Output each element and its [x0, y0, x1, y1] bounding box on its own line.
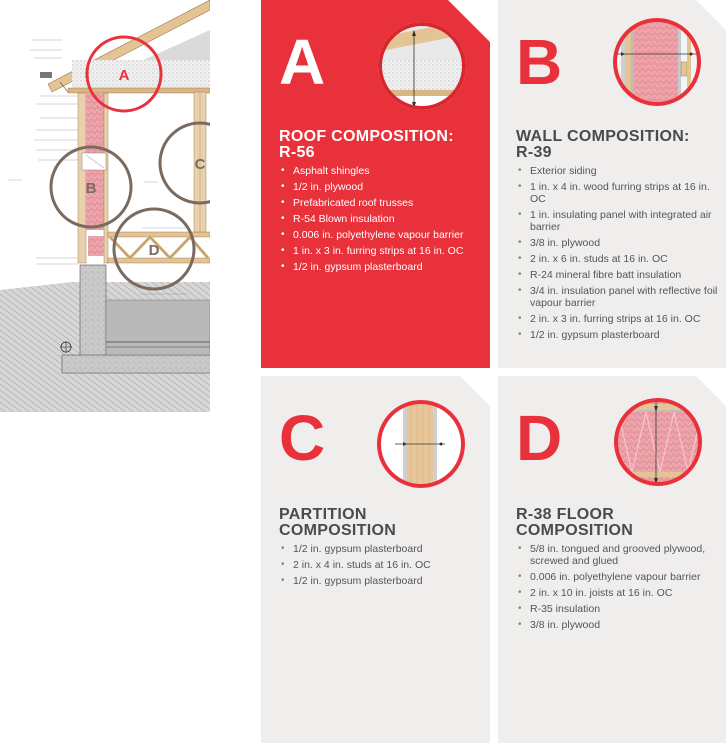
list-item: • 1/2 in. gypsum plasterboard [293, 261, 488, 273]
list-item: • 1/2 in. plywood [293, 181, 488, 193]
composition-list [279, 543, 488, 591]
list-item: • 2 in. x 3 in. furring strips at 16 in. OC [530, 313, 725, 325]
partition-composition-card [261, 376, 490, 743]
roof-detail-badge [376, 20, 468, 112]
floor-detail-badge [612, 396, 704, 488]
list-item: • 3/4 in. insulation panel with reflective foil vapour barrier [530, 285, 725, 309]
list-item: • 2 in. x 4 in. studs at 16 in. OC [293, 559, 488, 571]
composition-list [279, 165, 488, 277]
list-item: • 2 in. x 10 in. joists at 16 in. OC [530, 587, 725, 599]
section-title [279, 129, 479, 161]
list-item: • 1 in. insulating panel with integrated air barrier [530, 209, 725, 233]
wall-composition-card [498, 0, 726, 368]
list-item: • 1 in. x 3 in. furring strips at 16 in. OC [293, 245, 488, 257]
list-item: • 1/2 in. gypsum plasterboard [293, 543, 488, 555]
exterior-wall [78, 93, 108, 263]
list-item: • 5/8 in. tongued and grooved plywood, screwed and glued [530, 543, 725, 567]
section-title-line-1: PARTITION [279, 506, 367, 523]
composition-list [516, 165, 725, 345]
section-title-line-1: R-38 FLOOR [516, 506, 615, 523]
list-item: • R-24 mineral fibre batt insulation [530, 269, 725, 281]
building-section-diagram [0, 0, 210, 412]
callout-b-letter: B [85, 180, 97, 197]
callout-a-letter: A [118, 67, 130, 84]
composition-list [516, 543, 725, 635]
list-item: • 3/8 in. plywood [530, 237, 725, 249]
roof-composition-card [261, 0, 490, 368]
section-letter: A [279, 26, 325, 98]
callout-d-letter: D [148, 242, 160, 259]
section-title-line-2: COMPOSITION [279, 522, 397, 539]
section-title-line-2: COMPOSITION [516, 522, 634, 539]
section-letter: C [279, 402, 325, 474]
callout-d [114, 209, 194, 289]
list-item: • 1 in. x 4 in. wood furring strips at 16 in. OC [530, 181, 725, 205]
section-title [279, 507, 479, 539]
section-letter: B [516, 26, 562, 98]
section-title [516, 507, 716, 539]
section-title-line-1: WALL COMPOSITION: [516, 128, 690, 145]
section-letter: D [516, 402, 562, 474]
floor-composition-card [498, 376, 726, 743]
section-title-line-1: ROOF COMPOSITION: [279, 128, 454, 145]
wall-detail-badge [611, 16, 703, 108]
foundation-wall [60, 265, 210, 373]
list-item: • Asphalt shingles [293, 165, 488, 177]
list-item: • Exterior siding [530, 165, 725, 177]
section-title-line-2: R-56 [279, 144, 315, 161]
list-item: • 1/2 in. gypsum plasterboard [530, 329, 725, 341]
list-item: • 0.006 in. polyethylene vapour barrier [530, 571, 725, 583]
section-title-line-2: R-39 [516, 144, 552, 161]
list-item: • 1/2 in. gypsum plasterboard [293, 575, 488, 587]
callout-c-letter: C [194, 156, 206, 173]
partition-detail-badge [375, 398, 467, 490]
list-item: • R-54 Blown insulation [293, 213, 488, 225]
list-item: • R-35 insulation [530, 603, 725, 615]
list-item: • 2 in. x 6 in. studs at 16 in. OC [530, 253, 725, 265]
section-title [516, 129, 716, 161]
list-item: • 0.006 in. polyethylene vapour barrier [293, 229, 488, 241]
list-item: • Prefabricated roof trusses [293, 197, 488, 209]
list-item: • 3/8 in. plywood [530, 619, 725, 631]
